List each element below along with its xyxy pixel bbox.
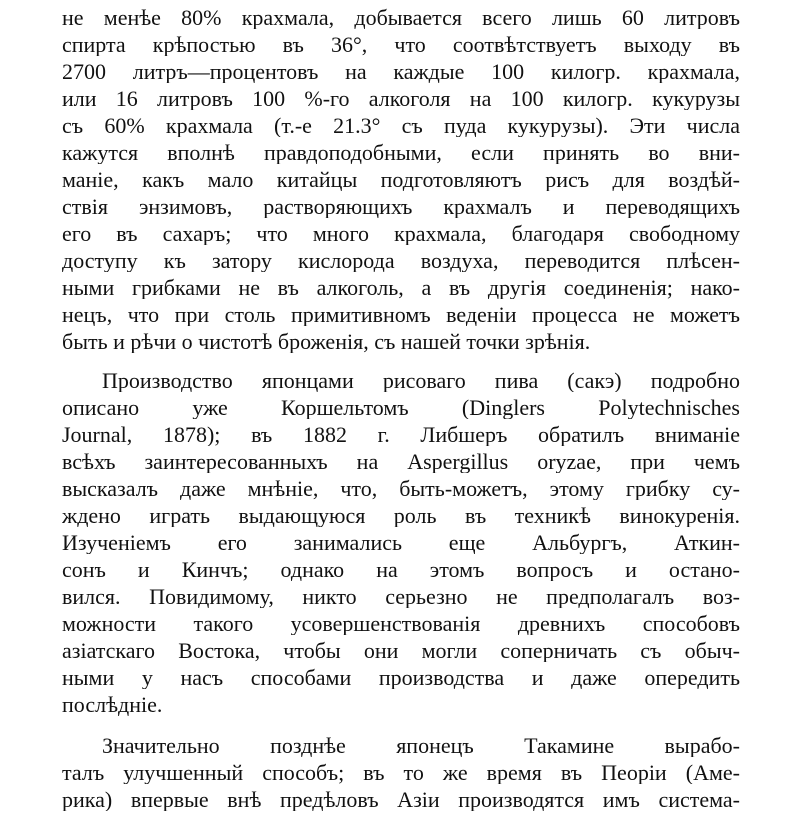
text-line-7: маніе, какъ мало китайцы подготовляютъ рисъ для воздѣй- <box>62 168 740 191</box>
text-line-15: описано уже Коршельтомъ (Dinglers Polytechnisches <box>62 396 740 419</box>
text-line-23: можности такого усовершенствованія древнихъ способовъ <box>62 612 740 635</box>
text-line-6: кажутся вполнѣ правдоподобными, если принять во вни- <box>62 141 740 164</box>
text-line-18: высказалъ даже мнѣніе, что, быть-можетъ, этому грибку су- <box>62 477 740 500</box>
text-line-24: азіатскаго Востока, чтобы они могли соперничать съ обыч- <box>62 639 740 662</box>
text-line-11: ными грибками не въ алкоголь, а въ другія соединенія; нако- <box>62 276 740 299</box>
text-line-21: сонъ и Кинчъ; однако на этомъ вопросъ и остано- <box>62 558 740 581</box>
text-line-10: доступу къ затору кислорода воздуха, переводится плѣсен- <box>62 249 740 272</box>
text-line-2: спирта крѣпостью въ 36°, что соотвѣтствуетъ выходу въ <box>62 33 740 56</box>
text-line-14: Производство японцами рисоваго пива (сакэ) подробно <box>102 369 740 392</box>
text-line-12: нецъ, что при столь примитивномъ веденіи процесса не можетъ <box>62 303 740 326</box>
text-line-5: съ 60% крахмала (т.-е 21.3° съ пуда кукурузы). Эти числа <box>62 114 740 137</box>
text-line-22: вился. Повидимому, никто серьезно не предполагалъ воз- <box>62 585 740 608</box>
text-line-19: ждено играть выдающуюся роль въ техникѣ винокуренія. <box>62 504 740 527</box>
text-line-26: послѣдніе. <box>62 693 163 716</box>
text-line-17: всѣхъ заинтересованныхъ на Aspergillus oryzae, при чемъ <box>62 450 740 473</box>
text-line-4: или 16 литровъ 100 %-го алкоголя на 100 килогр. кукурузы <box>62 87 740 110</box>
text-line-25: ными у насъ способами производства и даже опередить <box>62 666 740 689</box>
text-line-9: его въ сахаръ; что много крахмала, благодаря свободному <box>62 222 740 245</box>
text-line-13: быть и рѣчи о чистотѣ броженія, съ нашей точки зрѣнія. <box>62 330 591 353</box>
text-line-20: Изученіемъ его занимались еще Альбургъ, Аткин- <box>62 531 740 554</box>
text-line-27: Значительно позднѣе японецъ Такамине вырабо- <box>102 734 740 757</box>
text-line-16: Journal, 1878); въ 1882 г. Либшеръ обратилъ вниманіе <box>62 423 740 446</box>
text-line-3: 2700 литръ—процентовъ на каждые 100 килогр. крахмала, <box>62 60 740 83</box>
text-line-8: ствія энзимовъ, растворяющихъ крахмалъ и переводящихъ <box>62 195 740 218</box>
text-line-28: талъ улучшенный способъ; въ то же время въ Пеоріи (Аме- <box>62 761 740 784</box>
text-line-1: не менѣе 80% крахмала, добывается всего лишь 60 литровъ <box>62 6 740 29</box>
text-line-29: рика) впервые внѣ предѣловъ Азіи производятся имъ система- <box>62 788 740 811</box>
